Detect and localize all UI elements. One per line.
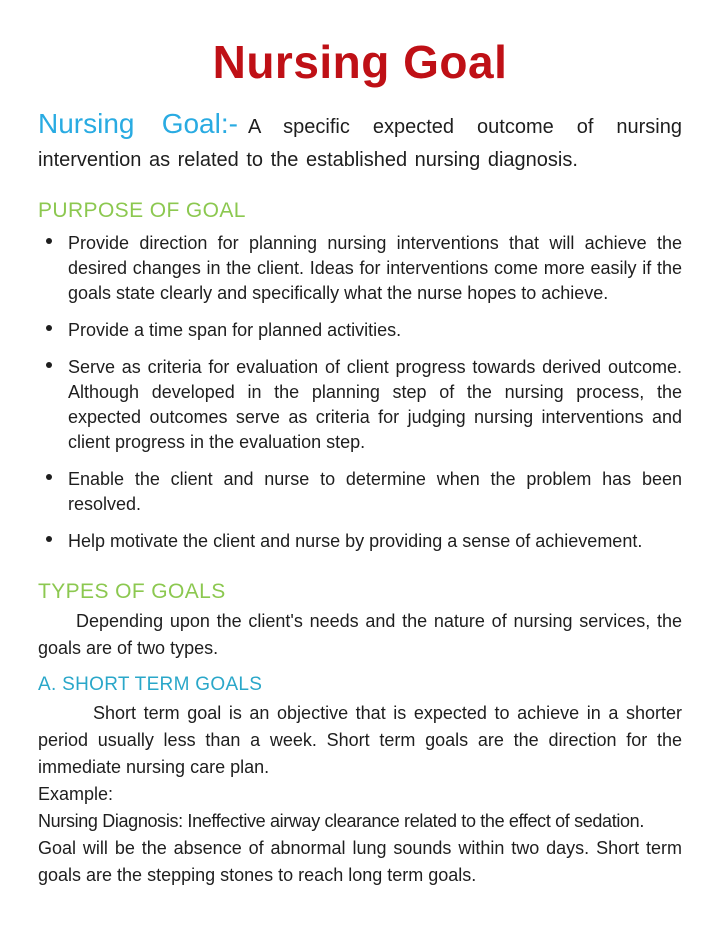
- purpose-bullet-5: Help motivate the client and nurse by providing a sense of achievement.: [38, 529, 682, 554]
- purpose-of-goal-heading: PURPOSE OF GOAL: [38, 198, 246, 222]
- purpose-bullet-3: Serve as criteria for evaluation of client progress towards derived outcome. Although developed in the planning step of the nursing process, the expected outcomes serve as criteria for judging nursing interventions and client progress in the evaluation step.: [38, 355, 682, 455]
- types-of-goals-heading: TYPES OF GOALS: [38, 579, 226, 603]
- purpose-bullet-list: [38, 231, 682, 554]
- short-term-body-paragraph: Short term goal is an objective that is expected to achieve in a shorter period usually less than a week. Short term goals are the direction for the immediate nursing care plan.: [38, 702, 682, 777]
- types-intro-paragraph: Depending upon the client's needs and the nature of nursing services, the goals are of two types.: [38, 610, 682, 658]
- example-goal-text: Goal will be the absence of abnormal lung sounds within two days. Short term goals are the stepping stones to reach long term goals.: [38, 837, 682, 885]
- purpose-bullet-1: Provide direction for planning nursing interventions that will achieve the desired changes in the client. Ideas for interventions come more easily if the goals state clearly and specifically what the nurse hopes to achieve.: [38, 231, 682, 306]
- definition-lead: Nursing Goal:-: [38, 107, 238, 139]
- definition-text: A specific expected outcome of nursing intervention as related to the established nursing diagnosis.: [38, 115, 682, 171]
- short-term-goals-heading: A. SHORT TERM GOALS: [38, 673, 263, 695]
- page-title: Nursing Goal: [212, 36, 508, 88]
- purpose-bullet-4: Enable the client and nurse to determine when the problem has been resolved.: [38, 467, 682, 517]
- example-label: Example:: [38, 783, 114, 804]
- example-diagnosis-line: Nursing Diagnosis: Ineffective airway clearance related to the effect of sedation.: [38, 810, 644, 831]
- purpose-bullet-2: Provide a time span for planned activities.: [38, 318, 682, 343]
- definition-paragraph: [38, 107, 682, 177]
- types-of-goals-section: [38, 580, 682, 889]
